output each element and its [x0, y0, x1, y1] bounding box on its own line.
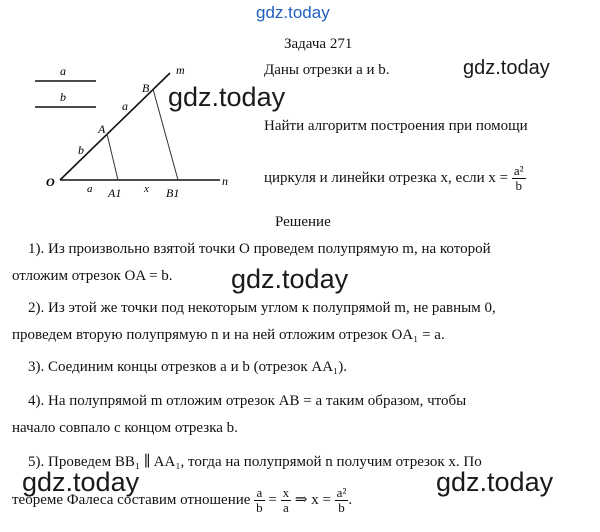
ratio-f1-den: b	[256, 500, 263, 515]
label-x-on-n: x	[144, 183, 149, 195]
ratio-f2-den: a	[283, 500, 289, 515]
label-segment-b: b	[60, 90, 66, 104]
problem-title: Задача 271	[284, 36, 353, 52]
step5-line1: 5). Проведем BB₁ ∥ AA₁, тогда на полупрямой n получим отрезок x. По	[28, 454, 482, 470]
watermark-right: gdz.today	[463, 57, 550, 79]
watermark-bottom-left: gdz.today	[22, 467, 140, 497]
step2-line1: 2). Из этой же точки под некоторым углом к полупрямой m, не равным 0,	[28, 300, 496, 316]
label-a-on-m: a	[122, 99, 128, 113]
watermark-bottom-right: gdz.today	[436, 467, 554, 497]
step4-line2: начало совпало с концом отрезка b.	[12, 420, 238, 436]
label-segment-a: a	[60, 64, 66, 78]
label-point-O: O	[46, 175, 55, 189]
label-point-B: B	[142, 81, 150, 95]
ratio-fraction-2	[281, 486, 292, 515]
segment-BB1	[153, 89, 178, 180]
step1-line1: 1). Из произвольно взятой точки O проведем полупрямую m, на которой	[28, 241, 491, 257]
ratio-fraction-1	[254, 486, 265, 515]
label-ray-n: n	[222, 174, 228, 188]
watermark-center: gdz.today	[231, 264, 349, 294]
problem-find-line2	[264, 164, 526, 193]
label-point-A1: A1	[108, 186, 122, 200]
formula-numerator: a²	[513, 163, 524, 178]
problem-given: Даны отрезки a и b.	[264, 62, 390, 78]
problem-find-text: циркуля и линейки отрезка x, если x =	[264, 169, 509, 186]
label-ray-m: m	[176, 63, 185, 77]
problem-find-line1: Найти алгоритм построения при помощи	[264, 118, 528, 134]
formula-fraction	[512, 164, 526, 193]
watermark-top: gdz.today	[256, 3, 330, 22]
step4-line1: 4). На полупрямой m отложим отрезок AB = a таким образом, чтобы	[28, 393, 467, 409]
step5-text: теореме Фалеса составим отношение	[12, 491, 251, 508]
formula-denominator: b	[515, 178, 522, 193]
construction-figure	[0, 55, 245, 205]
ratio-f3-num: a²	[336, 485, 347, 500]
label-b-on-m: b	[78, 143, 84, 157]
ratio-f2-num: x	[282, 485, 290, 500]
step3: 3). Соединим концы отрезков a и b (отрезок AA₁).	[28, 359, 347, 375]
ratio-arrow: ⇒ x =	[294, 491, 331, 508]
ratio-f1-num: a	[254, 486, 265, 501]
step1-line2: отложим отрезок OA = b.	[12, 268, 173, 284]
ratio-fraction-3	[335, 486, 349, 515]
ratio-f3-den: b	[338, 500, 345, 515]
solution-heading: Решение	[275, 214, 331, 230]
step5-line2: теореме Фалеса составим отношение $\frac{a}{b}$ = $\frac{x}{a}$ ⇒ x = $\frac{\text{a²}}{b}$ .	[12, 485, 353, 515]
label-point-B1: B1	[166, 186, 180, 200]
step2-line2: проведем вторую полупрямую n и на ней отложим отрезок OA₁ = a.	[12, 327, 445, 343]
label-a-on-n: a	[87, 183, 93, 195]
label-point-A: A	[98, 122, 106, 136]
watermark-figure: gdz.today	[168, 82, 286, 112]
segment-AA1	[107, 134, 118, 180]
